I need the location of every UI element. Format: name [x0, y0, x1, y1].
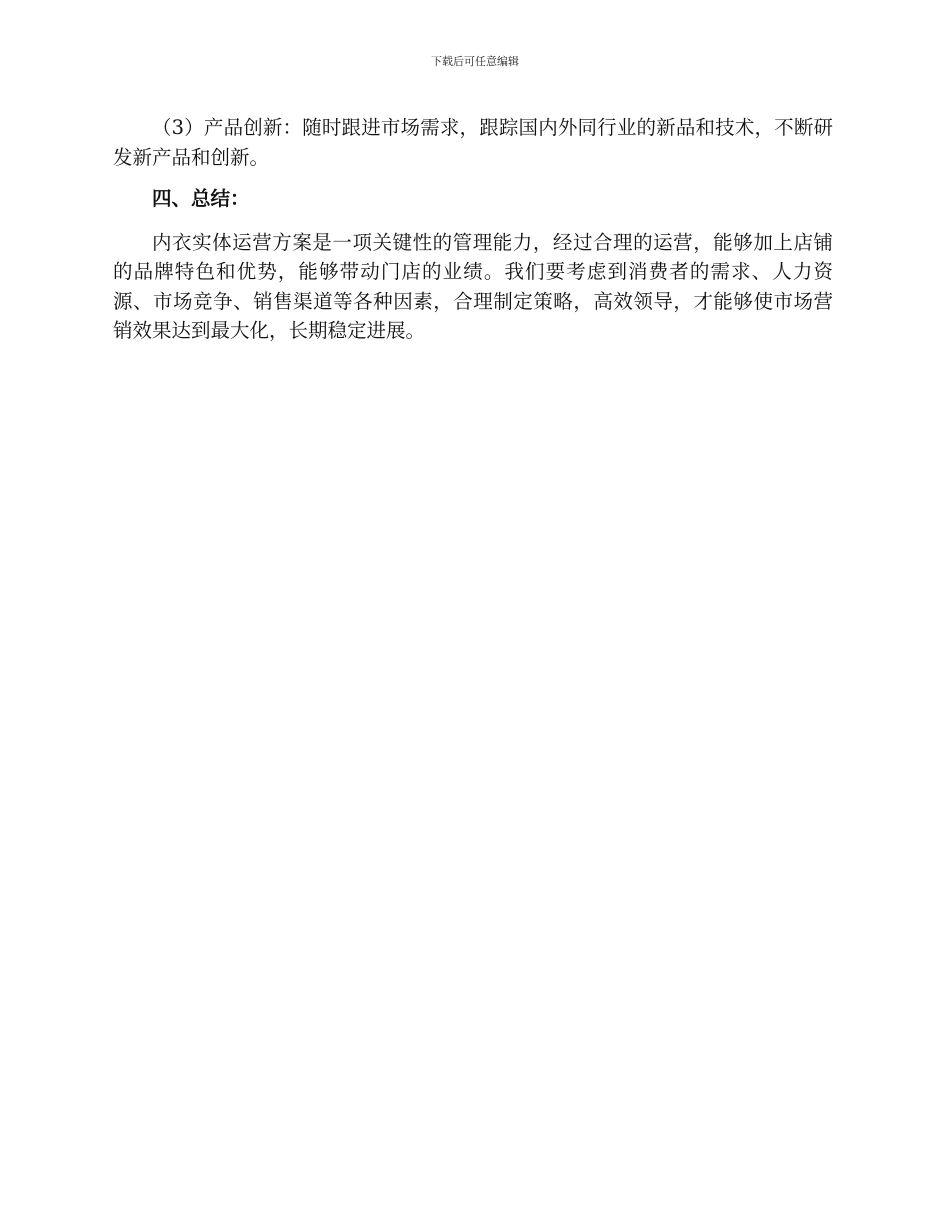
- document-body: [113, 113, 833, 346]
- section-heading-summary: 四、总结：: [152, 187, 250, 210]
- paragraph-product-innovation: （3）产品创新：随时跟进市场需求，跟踪国内外同行业的新品和技术，不断研发新产品和创新。: [113, 116, 833, 169]
- page-header: 下载后可任意编辑: [431, 55, 519, 68]
- paragraph-summary: 内衣实体运营方案是一项关键性的管理能力，经过合理的运营，能够加上店铺的品牌特色和优势，能够带动门店的业绩。我们要考虑到消费者的需求、人力资源、市场竞争、销售渠道等各种因素，合理制定策略，高效领导，才能够使市场营销效果达到最大化，长期稳定进展。: [113, 230, 833, 342]
